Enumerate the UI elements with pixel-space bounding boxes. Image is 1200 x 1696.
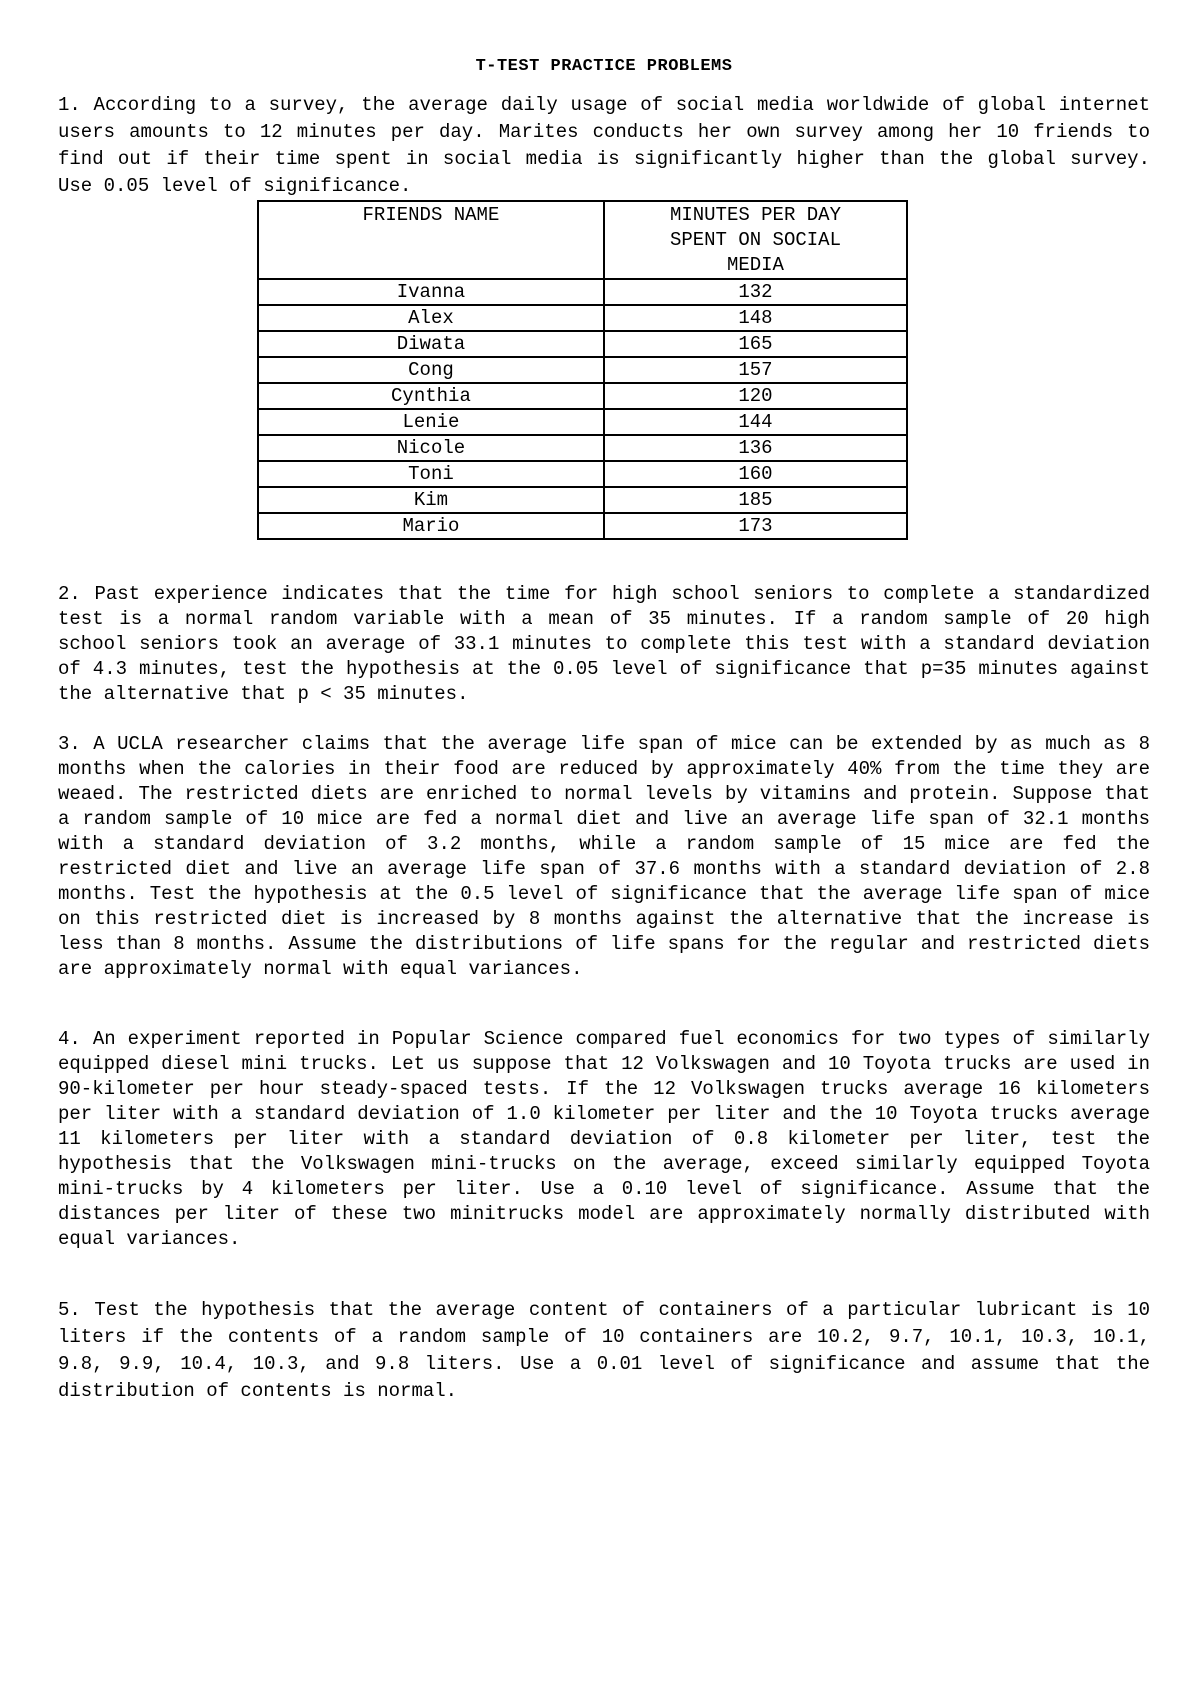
minutes-cell: 173 (604, 513, 907, 539)
problem-4: 4. An experiment reported in Popular Science compared fuel economics for two types of similarly equipped diesel mini trucks. Let us suppose that 12 Volkswagen and 10 Toyota trucks are used in 90-kilometer per hour steady-spaced tests. If the 12 Volkswagen trucks average 16 kilometers per liter with a standard deviation of 1.0 kilometer per liter and the 10 Toyota trucks average 11 kilometers per liter with a standard deviation of 0.8 kilometer per liter, test the hypothesis that the Volkswagen mini-trucks on the average, exceed similarly equipped Toyota mini-trucks by 4 kilometers per liter. Use a 0.10 level of significance. Assume that the distances per liter of these two minitrucks model are approximately normally distributed with equal variances. (58, 1028, 1150, 1250)
table-row (258, 279, 907, 305)
friend-name-cell: Cynthia (258, 383, 604, 409)
header-minutes-line-1: MINUTES PER DAY (669, 204, 841, 226)
table-header-row (258, 201, 907, 279)
problem-1: 1. According to a survey, the average daily usage of social media worldwide of global internet users amounts to 12 minutes per day. Marites conducts her own survey among her 10 friends to find out if their time spent in social media is significantly higher than the global survey. Use 0.05 level of significance. (58, 94, 1150, 197)
table-row (258, 409, 907, 435)
problem-2: 2. Past experience indicates that the time for high school seniors to complete a standardized test is a normal random variable with a mean of 35 minutes. If a random sample of 20 high school seniors took an average of 33.1 minutes to complete this test with a standard deviation of 4.3 minutes, test the hypothesis at the 0.05 level of significance that p=35 minutes against the alternative that p < 35 minutes. (58, 583, 1150, 705)
table-row (258, 487, 907, 513)
minutes-cell: 157 (604, 357, 907, 383)
friends-minutes-table (257, 200, 908, 540)
header-minutes-line-3: MEDIA (726, 254, 784, 276)
table-row (258, 461, 907, 487)
friend-name-cell: Ivanna (258, 279, 604, 305)
table-row (258, 435, 907, 461)
minutes-cell: 185 (604, 487, 907, 513)
table-row (258, 331, 907, 357)
friend-name-cell: Cong (258, 357, 604, 383)
friend-name-cell: Nicole (258, 435, 604, 461)
minutes-cell: 160 (604, 461, 907, 487)
table-row (258, 357, 907, 383)
friend-name-cell: Kim (258, 487, 604, 513)
problem-5: 5. Test the hypothesis that the average content of containers of a particular lubricant is 10 liters if the contents of a random sample of 10 containers are 10.2, 9.7, 10.1, 10.3, 10.1, 9.8, 9.9, 10.4, 10.3, and 9.8 liters. Use a 0.01 level of significance and assume that the distribution of contents is normal. (58, 1299, 1150, 1402)
header-friends-name: FRIENDS NAME (258, 201, 604, 279)
friend-name-cell: Alex (258, 305, 604, 331)
friend-name-cell: Lenie (258, 409, 604, 435)
minutes-cell: 120 (604, 383, 907, 409)
header-minutes-line-2: SPENT ON SOCIAL (669, 229, 841, 251)
header-minutes-per-day (604, 201, 907, 279)
table-row (258, 305, 907, 331)
minutes-cell: 148 (604, 305, 907, 331)
table-row (258, 513, 907, 539)
friend-name-cell: Mario (258, 513, 604, 539)
friend-name-cell: Diwata (258, 331, 604, 357)
minutes-cell: 144 (604, 409, 907, 435)
minutes-cell: 165 (604, 331, 907, 357)
page-title: T-TEST PRACTICE PROBLEMS (475, 57, 733, 76)
table-row (258, 383, 907, 409)
document-page (58, 56, 1150, 1405)
minutes-cell: 132 (604, 279, 907, 305)
minutes-cell: 136 (604, 435, 907, 461)
friend-name-cell: Toni (258, 461, 604, 487)
problem-3: 3. A UCLA researcher claims that the average life span of mice can be extended by as much as 8 months when the calories in their food are reduced by approximately 40% from the time they are weaed. The restricted diets are enriched to normal levels by vitamins and protein. Suppose that a random sample of 10 mice are fed a normal diet and live an average life span of 32.1 months with a standard deviation of 3.2 months, while a random sample of 15 mice are fed the restricted diet and live an average life span of 37.6 months with a standard deviation of 2.8 months. Test the hypothesis at the 0.5 level of significance that the average life span of mice on this restricted diet is increased by 8 months against the alternative that the increase is less than 8 months. Assume the distributions of life spans for the regular and restricted diets are approximately normal with equal variances. (58, 733, 1150, 980)
